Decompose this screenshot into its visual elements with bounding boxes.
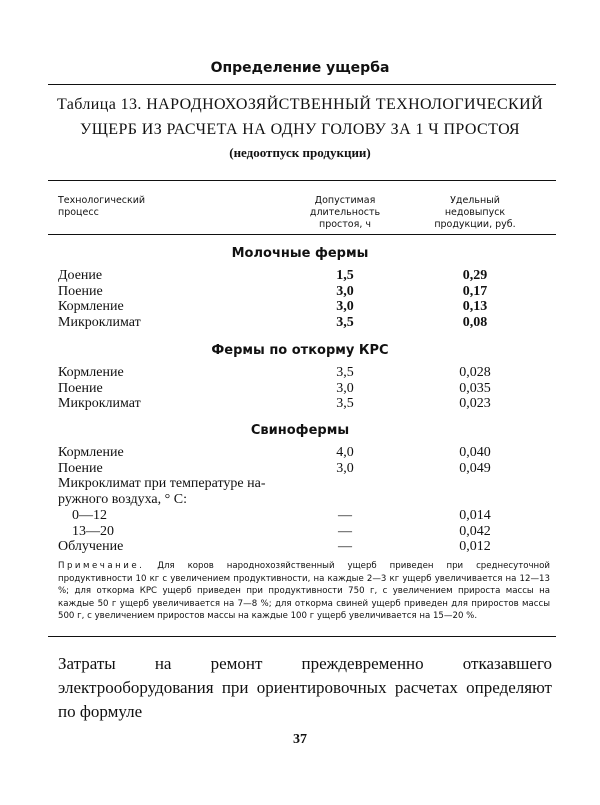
duration-cell: — [338,523,352,539]
loss-cell: 0,049 [459,460,491,476]
loss-cell: 0,040 [459,445,491,460]
duration-cell: 3,5 [336,365,354,380]
duration-cell: — [338,507,352,523]
table-row [0,461,600,477]
header-duration: Допустимая длительность простоя, ч [309,195,381,230]
process-cell: Микроклимат [58,396,141,412]
loss-cell: 0,08 [462,315,488,331]
process-cell: ружного воздуха, ° С: [58,492,187,508]
table-subtitle: (недоотпуск продукции) [229,145,371,160]
loss-cell: 0,014 [459,507,491,523]
table-row [0,381,600,397]
body-paragraph: Затраты на ремонт преждевременно отказавшего электрооборудования при ориентировочных расчетах определяют по формуле [58,654,552,721]
table-row [0,396,600,412]
table-row [0,476,600,492]
process-cell: 0—12 [58,507,107,523]
table-row [0,508,600,524]
note-label: Примечание. [58,561,145,571]
loss-cell: 0,29 [462,268,488,283]
process-cell: Микроклимат при температуре на- [58,476,266,492]
duration-cell: 3,5 [336,315,354,331]
page-number: 37 [293,732,307,747]
process-cell: Кормление [58,445,124,460]
loss-cell: 0,13 [462,299,488,315]
process-cell: Облучение [58,539,124,555]
process-cell: Поение [58,283,103,299]
duration-cell: 3,0 [336,299,354,315]
duration-cell: 3,5 [336,396,354,412]
process-cell: Поение [58,380,103,396]
note-text: Для коров народнохозяйственный ущерб приведен при среднесуточной продуктивности 10 кг с увеличением продуктивности, на каждые 2—3 кг ущерб увеличивается на 12—13 %; для откорма КРС ущерб приведен при продуктивности 750 г, с увеличением прироста массы на каждые 50 г ущерб увеличивается на 7—8 %; для откорма свиней ущерб приведен для приростов массы 500 г, с увеличением приростов массы на каждые 100 г ущерб увеличивается на 15—20 %. [58,561,550,622]
table-title-line2: УЩЕРБ ИЗ РАСЧЕТА НА ОДНУ ГОЛОВУ ЗА 1 Ч ПРОСТОЯ [80,121,520,138]
running-head: Определение ущерба [210,60,390,76]
table-title-line1: Таблица 13. НАРОДНОХОЗЯЙСТВЕННЫЙ ТЕХНОЛОГИЧЕСКИЙ [56,96,544,113]
header-process: Технологический процесс [58,195,146,218]
duration-cell: 1,5 [336,268,354,283]
loss-cell: 0,028 [459,365,491,380]
process-cell: 13—20 [58,523,114,539]
duration-cell: — [338,539,352,555]
table-row [0,284,600,300]
table-row [0,492,600,508]
loss-cell: 0,012 [459,539,491,555]
table-row [0,315,600,331]
process-cell: Доение [58,268,103,283]
table-row [0,365,600,381]
table-row [0,299,600,315]
section-title: Фермы по откорму КРС [211,343,389,358]
table-row [0,445,600,461]
section-title: Молочные фермы [231,246,369,261]
duration-cell: 3,0 [336,380,354,396]
table-header-rule [48,234,556,235]
divider [48,84,556,85]
table-row [0,539,600,555]
process-cell: Кормление [58,299,124,315]
duration-cell: 3,0 [336,460,354,476]
table-row [0,268,600,284]
loss-cell: 0,17 [462,283,488,299]
table-note [58,560,550,623]
header-loss: Удельный недовыпуск продукции, руб. [434,195,516,230]
table-top-rule [48,180,556,181]
process-cell: Микроклимат [58,315,141,331]
duration-cell: 4,0 [336,445,354,460]
duration-cell: 3,0 [336,283,354,299]
loss-cell: 0,042 [459,523,491,539]
loss-cell: 0,035 [459,380,491,396]
process-cell: Кормление [58,365,124,380]
process-cell: Поение [58,460,103,476]
table-bottom-rule [48,636,556,637]
loss-cell: 0,023 [459,396,491,412]
section-title: Свинофермы [250,423,350,438]
table-row [0,524,600,540]
